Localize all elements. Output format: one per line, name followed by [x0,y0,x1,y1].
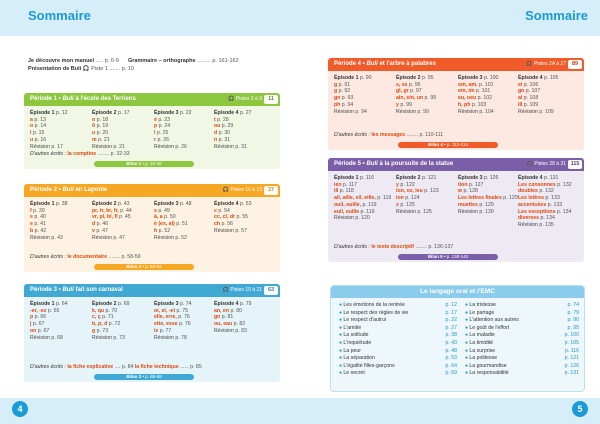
period-title: Période 2 • Buli en Laponie [30,187,108,193]
bullet-icon: ● [465,324,470,331]
langage-right-column [465,302,579,378]
lesson-item[interactable]: s p. 40 [30,214,46,221]
period-4-header[interactable] [328,58,584,71]
episode-title[interactable]: Épisode 1 p. 38 [30,201,68,207]
episode-title[interactable]: Épisode 2 p. 95 [396,75,434,81]
episode-title[interactable]: Épisode 4 p. 79 [214,301,252,307]
right-page-title: Sommaire [525,8,588,23]
langage-item[interactable]: ● La peur p. 48 [339,347,457,354]
period-page-number: 89 [568,60,582,69]
period-page-number: 11 [264,95,278,104]
headphones-icon: 🎧 [222,287,231,293]
lesson-item[interactable]: em, im p. 101 [458,88,491,95]
period-page-number: 63 [264,286,278,295]
bilan-bar[interactable]: Bilan 4 • p. 112-114 [398,142,498,148]
langage-item[interactable]: ● Le respect d'autrui p. 22 [339,317,457,324]
lesson-item[interactable]: h p. 52 [154,227,171,234]
lesson-item[interactable]: ch p. 56 [214,221,234,228]
episode-title[interactable]: Épisode 3 p. 126 [458,175,499,181]
lesson-item[interactable]: -er, -ez p. 65 [30,307,60,314]
lesson-item[interactable]: s p. 49 [154,207,170,214]
bullet-icon: ● [465,339,470,346]
episode-column [214,301,272,335]
lesson-item[interactable]: b p. 42 [30,227,47,234]
episode-column [334,75,392,115]
lesson-item[interactable]: ai p. 108 [518,95,539,102]
lesson-item[interactable]: diverses p. 134 [518,215,555,222]
autres-ecrits[interactable]: D'autres écrits : la fiche explicative .... p. 84 la fiche technique ...... p. 85 [30,364,202,370]
autres-ecrits[interactable]: D'autres écrits : le texte descriptif ........ p. 136-137 [334,244,454,250]
lesson-item[interactable]: ou p. 29 [214,123,234,130]
lesson-item[interactable]: x p. 125 [396,201,415,208]
lesson-item[interactable]: a p. 13 [30,116,46,123]
period-title: Période 4 • Buli et l'arbre à palabres [334,61,436,67]
bullet-icon: ● [339,339,344,346]
lesson-item[interactable]: n p. 31 [214,136,231,143]
revision-item[interactable]: Révision p. 94 [334,108,367,115]
period-body [328,171,584,262]
lesson-item[interactable]: u p. 20 [92,130,109,137]
langage-item[interactable]: ● Le secret p. 69 [339,370,457,377]
revision-item[interactable]: Révision p. 21 [92,143,125,150]
headphones-icon: 🎧 [526,161,535,167]
left-page-title: Sommaire [28,8,91,23]
episode-column [334,175,392,222]
bullet-icon: ● [465,362,470,369]
episode-title[interactable]: Épisode 3 p. 74 [154,301,192,307]
episode-column [154,201,212,241]
lesson-item[interactable]: ô p. 19 [92,123,109,130]
revision-item[interactable]: Révision p. 78 [154,334,187,341]
lesson-item[interactable]: Les exceptions p. 134 [518,208,572,215]
lesson-item[interactable]: ien p. 117 [334,181,357,188]
period-3-header[interactable] [24,284,280,297]
episode-title[interactable]: Épisode 2 p. 121 [396,175,437,181]
bullet-icon: ● [339,317,344,324]
lesson-item[interactable]: g p. 91 [334,81,351,88]
lesson-item[interactable]: eu, oeu p. 102 [458,95,493,102]
langage-item[interactable]: ● La solitude p. 38 [339,332,457,339]
lesson-item[interactable]: p p. 24 [154,123,171,130]
langage-left-column [339,302,457,378]
episode-column [154,110,212,150]
bullet-icon: ● [339,302,344,308]
langage-item[interactable]: ● La tristesse p. 74 [465,302,579,308]
headphones-icon: 🎧 [222,187,231,193]
lesson-item[interactable]: s, ss p. 96 [396,81,421,88]
revision-item[interactable]: Révision p. 73 [92,334,125,341]
bullet-icon: ● [465,332,470,339]
revision-item[interactable]: Révision p. 109 [518,108,554,115]
lesson-item[interactable]: oi, ei, -et p. 75 [154,307,189,314]
episode-title[interactable]: Épisode 1 p. 12 [30,110,68,116]
episode-column [30,110,88,150]
lesson-item[interactable]: ette, esse p. 76 [154,321,191,328]
lesson-item[interactable]: o p. 18 [92,116,109,123]
bullet-icon: ● [339,362,344,369]
period-5-header[interactable] [328,158,584,171]
langage-item[interactable]: ● Le respect des règles de vie p. 17 [339,309,457,316]
lesson-item[interactable]: j p. 67 [30,321,45,328]
revision-item[interactable]: Révision p. 43 [30,234,63,241]
intro-right[interactable]: Grammaire – orthographe ......... p. 161-162 [128,58,239,64]
pistes-label: 🎧 Pistes 2 à 9 [228,96,262,102]
bullet-icon: ● [465,302,470,308]
episode-column [92,201,150,241]
bullet-icon: ● [465,355,470,362]
lesson-item[interactable]: gl, gr p. 97 [396,88,422,95]
revision-item[interactable]: Révision p. 52 [154,234,187,241]
bullet-icon: ● [465,370,470,377]
lesson-item[interactable]: t p. 28 [214,116,229,123]
revision-item[interactable]: Révision p. 68 [30,334,63,341]
lesson-item[interactable]: Les lettres p. 133 [518,195,560,202]
lesson-item[interactable]: w p. 128 [458,188,478,195]
episode-title[interactable]: Épisode 4 p. 105 [518,75,559,81]
lesson-item[interactable]: on p. 67 [30,327,50,334]
lesson-item[interactable]: ill p. 109 [518,101,539,108]
episode-column [396,75,454,115]
lesson-item[interactable]: e p. 41 [30,221,46,228]
bilan-bar[interactable]: Bilan 2 • p. 60-62 [94,264,194,270]
episode-title[interactable]: Épisode 2 p. 43 [92,201,130,207]
autres-ecrits[interactable]: D'autres écrits : les messages ........ p. 110-111 [334,132,444,138]
footer-band [0,398,600,424]
lesson-item[interactable]: cc, cl, dr p. 55 [214,214,249,221]
lesson-item[interactable]: ouil, ouille, p. 119 [334,201,377,208]
lesson-item[interactable]: an, en p. 80 [214,307,242,314]
lesson-item[interactable]: b, p, d p. 72 [92,321,121,328]
lesson-item[interactable]: g p. 92 [334,88,351,95]
revision-item[interactable]: Révision p. 83 [214,327,247,334]
lesson-item[interactable]: u p. 16 [30,136,47,143]
langage-oral-box [330,285,585,392]
lesson-item[interactable]: g p. 73 [92,327,109,334]
lesson-item[interactable]: accentuées p. 133 [518,201,563,208]
period-2-header[interactable] [24,184,280,197]
lesson-item[interactable]: f p. 39 [30,207,45,214]
revision-item[interactable]: Révision p. 120 [334,215,370,222]
episode-column [30,301,88,341]
lesson-item[interactable]: k, qu p. 70 [92,307,118,314]
episode-column [214,201,272,235]
lesson-item[interactable]: ill p. 118 [334,188,354,195]
pistes-label: 🎧 Pistes 10 à 21 [222,287,262,293]
page-number-left: 4 [12,401,28,417]
revision-item[interactable]: Révision p. 130 [458,208,494,215]
intro-item-buli[interactable]: Présentation de Buli 🎧 Piste 1 ....... p. 10 [28,65,134,72]
episode-title[interactable]: Épisode 1 p. 116 [334,175,374,181]
lesson-item[interactable]: d p. 30 [214,130,231,137]
langage-item[interactable]: ● La politesse p. 121 [465,355,579,362]
lesson-item[interactable]: om, am, p. 101 [458,81,494,88]
lesson-item[interactable]: Les lettres finales p. 129 [458,195,518,202]
revision-item[interactable]: Révision p. 135 [518,221,554,228]
lesson-item[interactable]: l p. 25 [154,130,169,137]
lesson-item[interactable]: i p. 15 [30,130,45,137]
lesson-item[interactable]: ion p. 124 [396,195,420,202]
episode-column [92,110,150,150]
langage-item[interactable]: ● L'attention aux autres p. 90 [465,317,579,324]
lesson-item[interactable]: d p. 46 [92,221,109,228]
lesson-item[interactable]: â, a p. 50 [154,214,176,221]
episode-title[interactable]: Épisode 2 p. 69 [92,301,130,307]
period-page-number: 37 [264,186,278,195]
headphones-icon: 🎧 [526,61,535,67]
lesson-item[interactable]: muettes p. 129 [458,201,494,208]
lesson-item[interactable]: elle, erre, p. 76 [154,314,190,321]
episode-column [396,175,454,215]
period-1-section [24,93,280,169]
lesson-item[interactable]: c p. 54 [214,207,230,214]
episode-title[interactable]: Épisode 2 p. 17 [92,110,130,116]
bilan-bar[interactable]: Bilan 5 • p. 138-140 [398,254,498,260]
langage-item[interactable]: ● Les émotions de la rentrée p. 12 [339,302,457,308]
langage-item[interactable]: ● La gourmandise p. 126 [465,362,579,369]
lesson-item[interactable]: ou, eau p. 82 [214,321,246,328]
autres-ecrits[interactable]: D'autres écrits : le documentaire ........ p. 58-59 [30,254,141,260]
langage-item[interactable]: ● L'amitié p. 27 [339,324,457,331]
bilan-bar[interactable]: Bilan 1 • p. 34-36 [94,161,194,167]
bullet-icon: ● [339,332,344,339]
period-4-section [328,58,584,150]
episode-title[interactable]: Épisode 3 p. 100 [458,75,499,81]
episode-title[interactable]: Épisode 3 p. 48 [154,201,192,207]
episode-title[interactable]: Épisode 4 p. 131 [518,175,559,181]
revision-item[interactable]: Révision p. 31 [214,143,247,150]
lesson-item[interactable]: tion p. 127 [458,181,484,188]
revision-item[interactable]: Révision p. 17 [30,143,63,150]
episode-title[interactable]: Épisode 4 p. 53 [214,201,252,207]
page-number-right: 5 [572,401,588,417]
lesson-item[interactable]: euil, euille p. 119 [334,208,375,215]
lesson-item[interactable]: ei p. 106 [518,81,539,88]
lesson-item[interactable]: vr, pl, bl, fl p. 45 [92,214,131,221]
period-2-section [24,184,280,272]
autres-ecrits[interactable]: D'autres écrits : la comptine ........ p. 32-33 [30,151,130,157]
episode-column [92,301,150,341]
bullet-icon: ● [339,370,344,377]
lesson-item[interactable]: ail, aille, eil, eille, p. 119 [334,195,392,202]
lesson-item[interactable]: gn p. 93 [334,95,354,102]
langage-item[interactable]: ● Le partage p. 79 [465,309,579,316]
revision-item[interactable]: Révision p. 125 [396,208,432,215]
lesson-item[interactable]: ie p. 77 [154,327,172,334]
episode-column [458,75,516,115]
episode-column [154,301,212,341]
intro-left [28,58,134,73]
langage-item[interactable]: ● La séparation p. 53 [339,355,457,362]
period-title: Période 5 • Buli à la poursuite de la statue [334,161,454,167]
lesson-item[interactable]: h, ph p. 103 [458,101,487,108]
episode-column [518,75,576,115]
lesson-item[interactable]: é p. 23 [154,116,170,123]
lesson-item[interactable]: r p. 26 [154,136,170,143]
lesson-item[interactable]: doubles p. 132 [518,188,554,195]
period-body [328,71,584,150]
period-3-section [24,284,280,382]
bullet-icon: ● [465,317,470,324]
lesson-item[interactable]: ion, oz, ieu p. 123 [396,188,439,195]
langage-item[interactable]: ● La timidité p. 105 [465,339,579,346]
episode-column [518,175,576,229]
lesson-item[interactable]: c, ç p. 71 [92,314,114,321]
period-body [24,297,280,382]
period-body [24,197,280,272]
intro-item-manuel[interactable]: Je découvre mon manuel ..... p. 6-9 [28,58,119,64]
lesson-item[interactable]: pr, tr, br, fr, p. 44 [92,207,132,214]
pistes-label: 🎧 Pistes 28 à 31 [526,161,566,167]
lesson-item[interactable]: ph p. 94 [334,101,354,108]
bullet-icon: ● [339,324,344,331]
revision-item[interactable]: Révision p. 47 [92,234,125,241]
langage-item[interactable]: ● L'égalité filles-garçons p. 64 [339,362,457,369]
lesson-item[interactable]: m p. 21 [92,136,110,143]
episode-title[interactable]: Épisode 1 p. 64 [30,301,68,307]
langage-item[interactable]: ● La maladie p. 100 [465,332,579,339]
bilan-bar[interactable]: Bilan 3 • p. 86-88 [94,374,194,380]
lesson-item[interactable]: gn p. 107 [518,88,541,95]
headphones-icon: 🎧 [82,65,90,72]
lesson-item[interactable]: p p. 66 [30,314,47,321]
revision-item[interactable]: Révision p. 26 [154,143,187,150]
langage-item[interactable]: ● Le goût de l'effort p. 95 [465,324,579,331]
revision-item[interactable]: Révision p. 104 [458,108,494,115]
episode-column [214,110,272,150]
bullet-icon: ● [465,347,470,354]
lesson-item[interactable]: y p. 122 [396,181,415,188]
lesson-item[interactable]: Les consonnes p. 132 [518,181,572,188]
revision-item[interactable]: Révision p. 99 [396,108,429,115]
period-title: Période 1 • Buli à l'école des Terriens [30,96,136,102]
period-title: Période 3 • Buli fait son carnaval [30,287,123,293]
pistes-label: 🎧 Pistes 10 à 13 [222,187,262,193]
langage-item[interactable]: ● La responsabilité p. 131 [465,370,579,377]
bullet-icon: ● [465,309,470,316]
header-band [0,0,600,36]
bullet-icon: ● [339,347,344,354]
episode-column [458,175,516,215]
lesson-item[interactable]: y p. 99 [396,101,412,108]
bullet-icon: ● [339,309,344,316]
langage-item[interactable]: ● La surprise p. 116 [465,347,579,354]
period-1-header[interactable] [24,93,280,106]
period-5-section [328,158,584,262]
episode-column [30,201,88,241]
headphones-icon: 🎧 [228,96,236,102]
lesson-item[interactable]: ain, ein, un p. 98 [396,95,437,102]
lesson-item[interactable]: gn p. 81 [214,314,234,321]
episode-title[interactable]: Épisode 3 p. 22 [154,110,192,116]
lesson-item[interactable]: v p. 47 [92,227,108,234]
langage-item[interactable]: ● L'inquiétude p. 43 [339,339,457,346]
revision-item[interactable]: Révision p. 57 [214,227,247,234]
lesson-item[interactable]: o p. 14 [30,123,47,130]
episode-title[interactable]: Épisode 4 p. 27 [214,110,252,116]
episode-title[interactable]: Épisode 1 p. 90 [334,75,372,81]
period-body [24,106,280,169]
pistes-label: 🎧 Pistes 2A à 27 [526,61,566,67]
period-page-number: 115 [568,160,582,169]
bullet-icon: ● [339,355,344,362]
lesson-item[interactable]: è (ex, ai) p. 51 [154,221,188,228]
langage-oral-title: Le langage oral et l'EMC [331,286,584,298]
